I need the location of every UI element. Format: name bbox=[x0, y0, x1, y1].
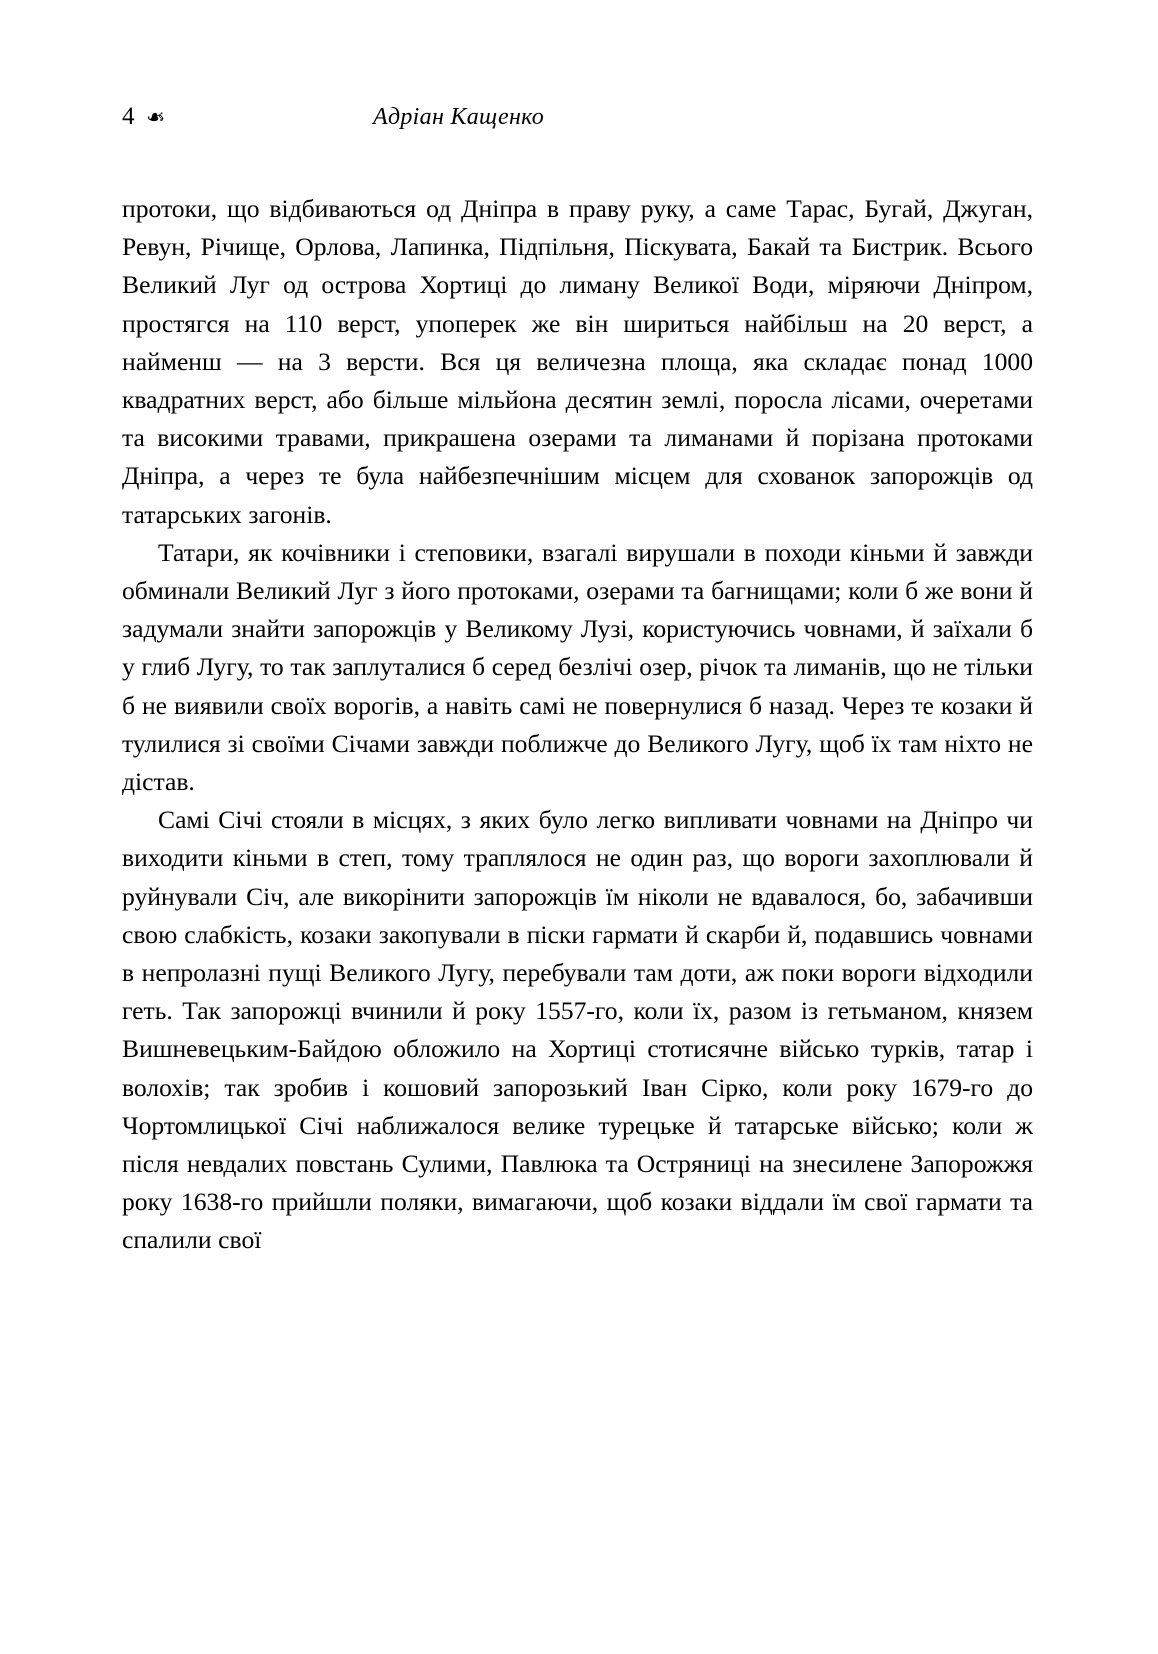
running-head bbox=[122, 104, 1032, 138]
paragraph: Татари, як кочівники і степовики, взагалі вирушали в походи кіньми й завжди обминали Великий Луг з його протоками, озерами та багнищами; коли б же вони й задумали знайти запорожців у Великому Лузі, користуючись човнами, й заїхали б у глиб Лугу, то так заплуталися б серед безлічі озер, річок та лиманів, що не тільки б не виявили своїх ворогів, а навіть самі не повернулися б назад. Через те козаки й тулилися зі своїми Січами завжди поближче до Великого Лугу, щоб їх там ніхто не дістав. bbox=[122, 537, 1033, 797]
page-number: 4 bbox=[122, 103, 135, 130]
running-head-author: Адріан Кащенко bbox=[372, 104, 545, 130]
paragraph: протоки, що відбиваються од Дніпра в праву руку, а саме Тарас, Бугай, Джуган, Ревун, Річище, Орлова, Лапинка, Підпільня, Піскувата, Бакай та Бистрик. Всього Великий Луг од острова Хортиці до лиману Великої Води, міряючи Дніпром, простягся на 110 верст, упоперек же він шириться найбільш на 20 верст, а найменш — на 3 версти. Вся ця величезна площа, яка складає понад 1000 квадратних верст, або більше мільйона десятин землі, поросла лісами, очеретами та високими травами, прикрашена озерами та лиманами й порізана протоками Дніпра, а через те була найбезпечнішим місцем для схованок запорожців од татарських загонів. bbox=[122, 194, 1033, 529]
paragraph: Самі Січі стояли в місцях, з яких було легко випливати човнами на Дніпро чи виходити кіньми в степ, тому траплялося не один раз, що вороги захоплювали й руйнували Січ, але викорінити запорожців їм ніколи не вдавалося, бо, забачивши свою слабкість, козаки закопували в піски гармати й скарби й, подавшись човнами в непролазні пущі Великого Лугу, перебували там доти, аж поки вороги відходили геть. Так запорожці вчинили й року 1557-го, коли їх, разом із гетьманом, князем Вишневецьким-Байдою обложило на Хортиці стотисячне військо турків, татар і волохів; так зробив і кошовий запорозький Іван Сірко, коли року 1679-го до Чортомлицької Січі наближалося велике турецьке й татарське військо; коли ж після невдалих повстань Сулими, Павлюка та Остряниці на знесилене Запорожжя року 1638-го прийшли поляки, вимагаючи, щоб козаки віддали їм свої гармати та спалили свої bbox=[122, 805, 1033, 1255]
folio-group bbox=[122, 104, 165, 129]
body-text-block bbox=[122, 190, 1033, 1260]
leaf-fleuron-ornament-icon: ❧ bbox=[145, 105, 165, 130]
